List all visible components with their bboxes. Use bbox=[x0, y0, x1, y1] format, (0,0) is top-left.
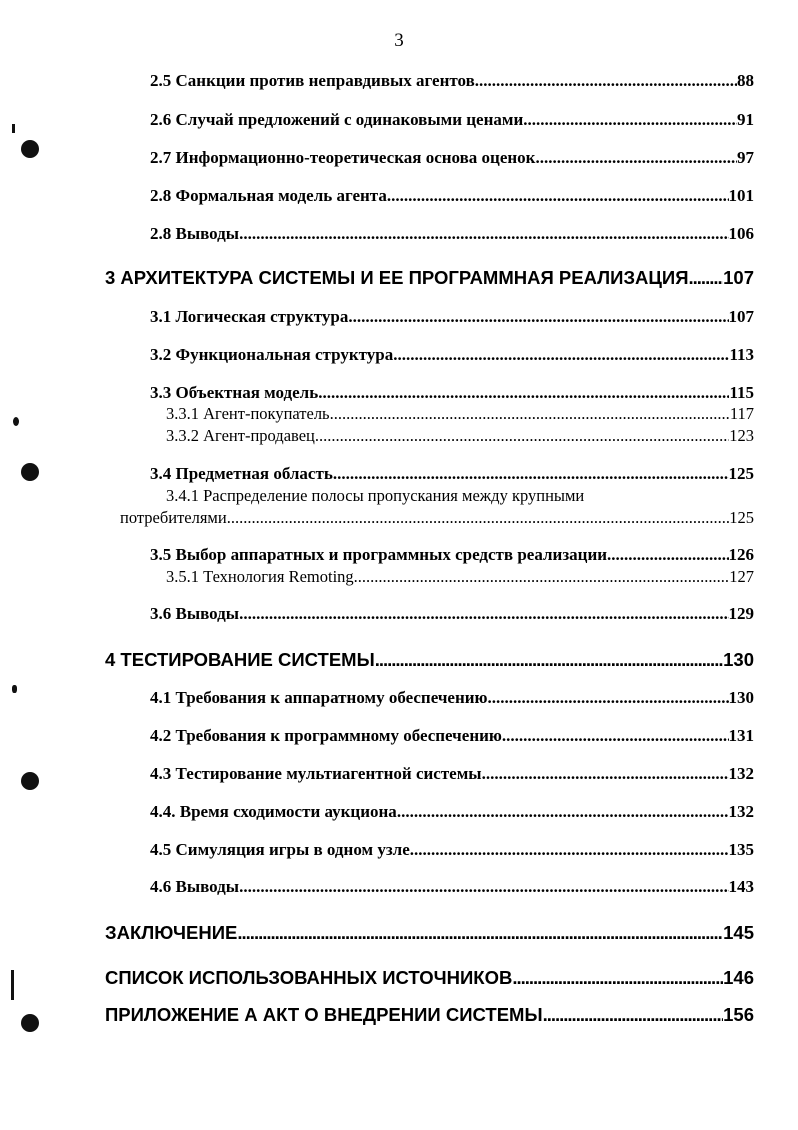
toc-title: 3.3.1 Агент-покупатель bbox=[166, 404, 330, 423]
toc-title: СПИСОК ИСПОЛЬЗОВАННЫХ ИСТОЧНИКОВ bbox=[105, 967, 513, 988]
toc-page: 126 bbox=[728, 545, 754, 564]
toc-title: 2.5 Санкции против неправдивых агентов bbox=[150, 71, 475, 90]
toc-page: 130 bbox=[723, 649, 754, 670]
punch-hole bbox=[21, 140, 39, 158]
toc-page: 132 bbox=[728, 802, 754, 821]
toc-leader bbox=[387, 186, 729, 206]
toc-entry-3-3-2[interactable] bbox=[166, 426, 754, 446]
toc-page: 131 bbox=[728, 726, 754, 745]
toc-page: 130 bbox=[728, 688, 754, 707]
toc-leader bbox=[330, 404, 730, 424]
toc-entry-3-4-1[interactable] bbox=[120, 508, 754, 528]
toc-entry-4-2[interactable] bbox=[150, 726, 754, 746]
toc-leader bbox=[354, 567, 730, 587]
toc-leader bbox=[393, 345, 729, 365]
toc-title: 4.4. Время сходимости аукциона bbox=[150, 802, 397, 821]
toc-entry-2-8-conclusions[interactable] bbox=[150, 224, 754, 244]
toc-leader bbox=[239, 224, 728, 244]
toc-leader bbox=[523, 110, 737, 130]
toc-entry-2-7[interactable] bbox=[150, 148, 754, 168]
toc-leader bbox=[397, 802, 729, 822]
toc-entry-3-3[interactable] bbox=[150, 383, 754, 403]
toc-page: 143 bbox=[728, 877, 754, 896]
toc-page: 107 bbox=[723, 267, 754, 288]
toc-title: 4.5 Симуляция игры в одном узле bbox=[150, 840, 410, 859]
toc-page: 156 bbox=[723, 1004, 754, 1025]
toc-entry-chapter-3[interactable] bbox=[105, 267, 754, 289]
toc-title: 4.6 Выводы bbox=[150, 877, 240, 896]
toc-entry-3-5-1[interactable] bbox=[166, 567, 754, 587]
toc-entry-3-3-1[interactable] bbox=[166, 404, 754, 424]
toc-entry-4-6[interactable] bbox=[150, 877, 754, 897]
toc-title: 2.7 Информационно-теоретическая основа оценок bbox=[150, 148, 536, 167]
toc-leader bbox=[543, 1004, 724, 1026]
toc-page: 127 bbox=[729, 567, 754, 586]
toc-title: 3.3 Объектная модель bbox=[150, 383, 319, 402]
toc-entry-conclusion[interactable] bbox=[105, 922, 754, 944]
toc-page: 115 bbox=[729, 383, 754, 402]
toc-title: 4.1 Требования к аппаратному обеспечению bbox=[150, 688, 488, 707]
scan-speck bbox=[11, 970, 14, 1000]
toc-page: 135 bbox=[728, 840, 754, 859]
toc-page: 107 bbox=[728, 307, 754, 326]
toc-title: 3.1 Логическая структура bbox=[150, 307, 349, 326]
toc-leader bbox=[239, 604, 728, 624]
toc-page: 146 bbox=[723, 967, 754, 988]
toc-title: ЗАКЛЮЧЕНИЕ bbox=[105, 922, 238, 943]
toc-entry-4-3[interactable] bbox=[150, 764, 754, 784]
toc-leader bbox=[689, 267, 724, 289]
toc-title: 2.8 Формальная модель агента bbox=[150, 186, 387, 205]
toc-page: 125 bbox=[728, 464, 754, 483]
toc-entry-chapter-4[interactable] bbox=[105, 649, 754, 671]
toc-title: 4.2 Требования к программному обеспечению bbox=[150, 726, 502, 745]
toc-page: 88 bbox=[737, 71, 754, 90]
toc-page: 125 bbox=[729, 508, 754, 527]
toc-page: 132 bbox=[728, 764, 754, 783]
toc-title: 3 АРХИТЕКТУРА СИСТЕМЫ И ЕЕ ПРОГРАММНАЯ РЕАЛИЗАЦИЯ bbox=[105, 267, 689, 288]
toc-leader bbox=[348, 307, 728, 327]
toc-leader bbox=[375, 649, 723, 671]
toc-entry-references[interactable] bbox=[105, 967, 754, 989]
toc-title-continued: потребителями bbox=[120, 508, 227, 527]
toc-title: 3.5.1 Технология Remoting bbox=[166, 567, 354, 586]
toc-title: 3.6 Выводы bbox=[150, 604, 240, 623]
toc-title: 3.4 Предметная область bbox=[150, 464, 333, 483]
scan-speck bbox=[12, 124, 15, 133]
toc-leader bbox=[239, 877, 728, 897]
toc-leader bbox=[410, 840, 729, 860]
toc-leader bbox=[237, 922, 723, 944]
toc-entry-3-1[interactable] bbox=[150, 307, 754, 327]
toc-leader bbox=[502, 726, 729, 746]
punch-hole bbox=[21, 1014, 39, 1032]
toc-page: 113 bbox=[729, 345, 754, 364]
toc-leader bbox=[475, 71, 737, 91]
toc-title: 3.3.2 Агент-продавец bbox=[166, 426, 315, 445]
toc-page: 106 bbox=[728, 224, 754, 243]
toc-entry-2-5[interactable] bbox=[150, 71, 754, 91]
toc-page: 123 bbox=[729, 426, 754, 445]
toc-title: 4 ТЕСТИРОВАНИЕ СИСТЕМЫ bbox=[105, 649, 375, 670]
toc-title: 2.6 Случай предложений с одинаковыми ценами bbox=[150, 110, 524, 129]
toc-entry-appendix-a[interactable] bbox=[105, 1004, 754, 1026]
toc-entry-3-5[interactable] bbox=[150, 545, 754, 565]
toc-entry-3-6[interactable] bbox=[150, 604, 754, 624]
toc-title: 3.2 Функциональная структура bbox=[150, 345, 394, 364]
toc-leader bbox=[535, 148, 737, 168]
toc-title: 4.3 Тестирование мультиагентной системы bbox=[150, 764, 482, 783]
toc-leader bbox=[318, 383, 729, 403]
toc-entry-4-4[interactable] bbox=[150, 802, 754, 822]
toc-page: 129 bbox=[728, 604, 754, 623]
toc-leader bbox=[333, 464, 729, 484]
punch-hole bbox=[21, 772, 39, 790]
toc-leader bbox=[607, 545, 728, 565]
scan-speck bbox=[12, 685, 17, 693]
toc-leader bbox=[315, 426, 729, 446]
toc-page: 101 bbox=[728, 186, 754, 205]
page-number: 3 bbox=[394, 30, 404, 51]
toc-page: 91 bbox=[737, 110, 754, 129]
toc-title: 3.5 Выбор аппаратных и программных средств реализации bbox=[150, 545, 608, 564]
toc-page: 97 bbox=[737, 148, 754, 167]
toc-entry-4-5[interactable] bbox=[150, 840, 754, 860]
toc-title: ПРИЛОЖЕНИЕ А АКТ О ВНЕДРЕНИИ СИСТЕМЫ bbox=[105, 1004, 543, 1025]
toc-title: 2.8 Выводы bbox=[150, 224, 240, 243]
punch-hole bbox=[21, 463, 39, 481]
toc-leader bbox=[482, 764, 729, 784]
toc-page: 117 bbox=[729, 404, 754, 423]
toc-entry-2-6[interactable] bbox=[150, 110, 754, 130]
toc-page: 145 bbox=[723, 922, 754, 943]
toc-leader bbox=[488, 688, 729, 708]
toc-entry-3-4-1-title[interactable]: 3.4.1 Распределение полосы пропускания между крупными bbox=[166, 486, 585, 505]
scan-speck bbox=[13, 417, 19, 426]
toc-leader bbox=[227, 508, 730, 528]
toc-entry-2-8-model[interactable] bbox=[150, 186, 754, 206]
toc-entry-4-1[interactable] bbox=[150, 688, 754, 708]
toc-entry-3-2[interactable] bbox=[150, 345, 754, 365]
toc-leader bbox=[512, 967, 723, 989]
toc-entry-3-4[interactable] bbox=[150, 464, 754, 484]
